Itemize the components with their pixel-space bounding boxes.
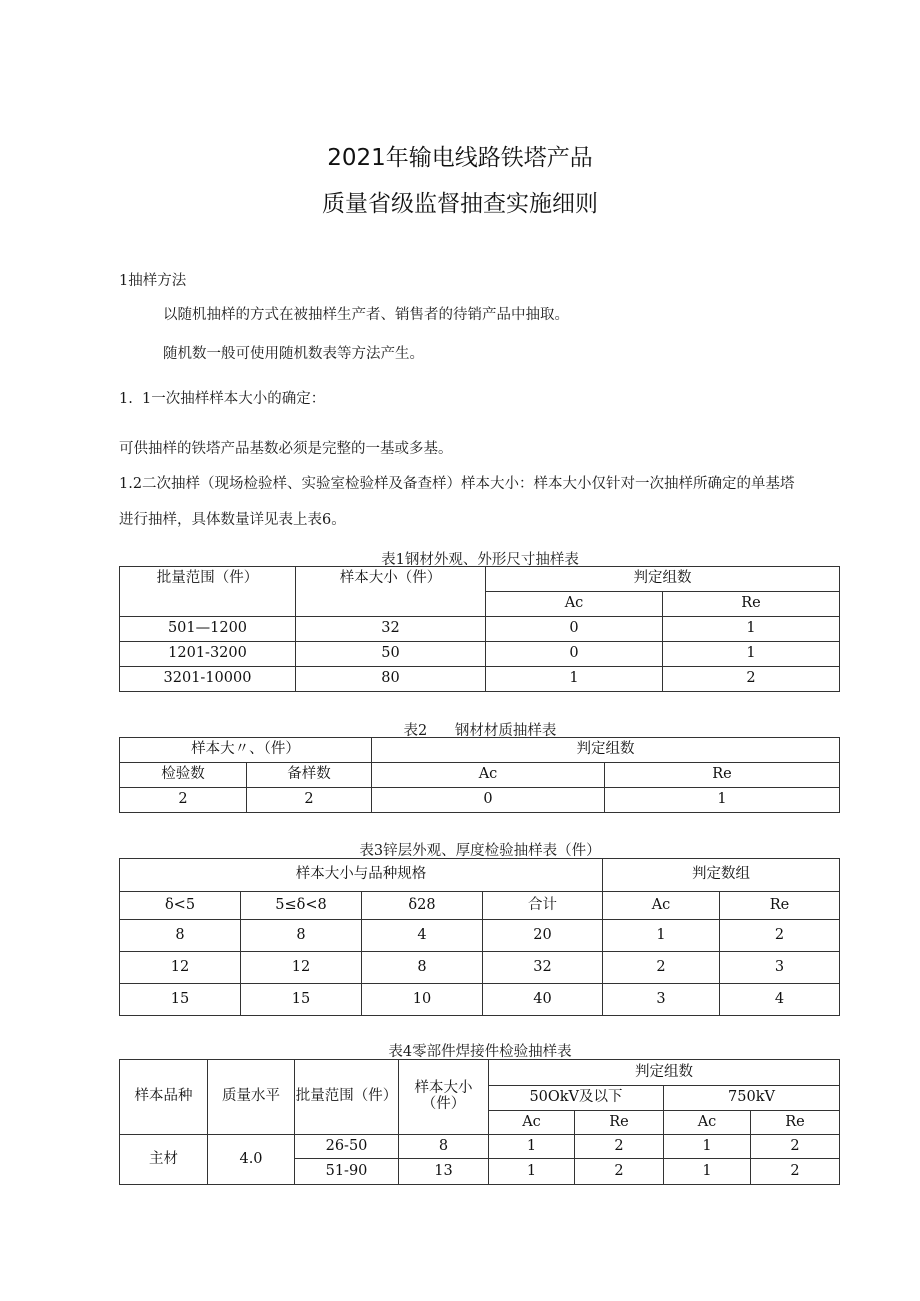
table-1-cell: 501—1200 [120, 617, 296, 642]
table-1-header-re: Re [663, 592, 840, 617]
table-4-header-judge: 判定组数 [489, 1060, 840, 1086]
table-3-cell: 15 [120, 984, 241, 1016]
table-4-header-sample: 样本大小（件） [399, 1060, 489, 1135]
table-3-header-d1: δ<5 [120, 892, 241, 920]
table-3-cell: 40 [483, 984, 603, 1016]
section-1-2-line-1: 1.2二次抽样（现场检验样、实验室检验样及备查样）样本大小：样本大小仅针对一次抽样所确定的单基塔 [119, 476, 795, 492]
table-1-cell: 1 [486, 667, 663, 692]
section-1-paragraph-2: 随机数一般可使用随机数表等方法产生。 [163, 346, 424, 362]
table-3-cell: 8 [241, 920, 362, 952]
table-4-header-batch: 批量范围（件） [295, 1060, 399, 1135]
table-1-cell: 1 [663, 617, 840, 642]
table-1-caption: 表1钢材外观、外形尺寸抽样表 [381, 552, 579, 568]
table-3-cell: 12 [120, 952, 241, 984]
table-3-cell: 10 [362, 984, 483, 1016]
table-3-cell: 2 [720, 920, 840, 952]
table-2-header-re: Re [605, 763, 840, 788]
table-4-header-750kv: 750kV [664, 1086, 840, 1111]
table-row [120, 952, 840, 984]
table-4-cell: 13 [399, 1159, 489, 1185]
table-3-header-ac: Ac [603, 892, 720, 920]
table-2-cell: 0 [372, 788, 605, 813]
table-3-cell: 12 [241, 952, 362, 984]
table-2-header-inspect: 检验数 [120, 763, 247, 788]
table-1-cell: 0 [486, 617, 663, 642]
table-4-cell: 1 [489, 1135, 575, 1159]
table-2-header-sample: 样本大〃、（件） [120, 738, 372, 763]
table-row [120, 667, 840, 692]
table-3-cell: 32 [483, 952, 603, 984]
table-4-header-quality: 质量水平 [208, 1060, 295, 1135]
table-1-cell: 2 [663, 667, 840, 692]
table-1-cell: 3201-10000 [120, 667, 296, 692]
table-4-cell: 2 [751, 1159, 840, 1185]
table-row [120, 920, 840, 952]
table-4-cell: 8 [399, 1135, 489, 1159]
table-3-caption: 表3锌层外观、厚度检验抽样表（件） [359, 843, 601, 859]
table-2-cell: 2 [247, 788, 372, 813]
table-4-header-ac-750: Ac [664, 1111, 751, 1135]
table-row [120, 1135, 840, 1159]
table-1-cell: 32 [296, 617, 486, 642]
table-2-header-ac: Ac [372, 763, 605, 788]
table-3-cell: 2 [603, 952, 720, 984]
table-3-header-d2: 5≤δ<8 [241, 892, 362, 920]
table-2-header-reserve: 备样数 [247, 763, 372, 788]
table-1-cell: 1 [663, 642, 840, 667]
table-3-cell: 8 [362, 952, 483, 984]
table-3-cell: 4 [362, 920, 483, 952]
table-1-header-sample: 样本大小（件） [296, 567, 486, 617]
table-4-cell: 51-90 [295, 1159, 399, 1185]
table-row [120, 984, 840, 1016]
table-3-header-re: Re [720, 892, 840, 920]
table-3 [119, 858, 840, 1016]
table-3-header-total: 合计 [483, 892, 603, 920]
table-1-cell: 80 [296, 667, 486, 692]
table-4-cell: 2 [575, 1135, 664, 1159]
section-1-1-heading: 1. 1一次抽样样本大小的确定： [119, 391, 326, 407]
table-4-cell: 26-50 [295, 1135, 399, 1159]
table-4-header-re-750: Re [751, 1111, 840, 1135]
table-3-cell: 1 [603, 920, 720, 952]
table-4-header-500kv: 50OkV及以下 [489, 1086, 664, 1111]
table-4-cell: 1 [664, 1159, 751, 1185]
table-2-cell: 1 [605, 788, 840, 813]
table-2-cell: 2 [120, 788, 247, 813]
table-1-header-ac: Ac [486, 592, 663, 617]
table-2 [119, 737, 840, 813]
section-1-2-line-2: 进行抽样，具体数量详见表上表6。 [119, 512, 346, 528]
table-3-header-judge: 判定数组 [603, 859, 840, 892]
table-1-header-batch: 批量范围（件） [120, 567, 296, 617]
table-4 [119, 1059, 840, 1185]
table-2-header-judge: 判定组数 [372, 738, 840, 763]
table-4-quality-cell: 4.0 [208, 1135, 295, 1185]
table-3-header-d3: δ28 [362, 892, 483, 920]
table-4-header-ac-500: Ac [489, 1111, 575, 1135]
section-1-heading: 1抽样方法 [119, 273, 187, 289]
table-1-cell: 0 [486, 642, 663, 667]
table-1 [119, 566, 840, 692]
table-4-header-re-500: Re [575, 1111, 664, 1135]
table-4-cell: 2 [751, 1135, 840, 1159]
table-3-cell: 3 [603, 984, 720, 1016]
table-row [120, 617, 840, 642]
table-1-cell: 50 [296, 642, 486, 667]
table-4-cell: 1 [664, 1135, 751, 1159]
table-1-cell: 1201-3200 [120, 642, 296, 667]
table-3-cell: 3 [720, 952, 840, 984]
table-4-caption: 表4零部件焊接件检验抽样表 [388, 1044, 572, 1060]
section-1-1-paragraph: 可供抽样的铁塔产品基数必须是完整的一基或多基。 [119, 441, 453, 457]
doc-title-line1: 2021年输电线路铁塔产品 [327, 145, 593, 171]
table-4-cell: 1 [489, 1159, 575, 1185]
table-3-cell: 4 [720, 984, 840, 1016]
table-1-header-judge: 判定组数 [486, 567, 840, 592]
table-4-cell: 2 [575, 1159, 664, 1185]
table-2-caption: 表2 钢材材质抽样表 [403, 723, 557, 739]
table-3-cell: 20 [483, 920, 603, 952]
table-row [120, 788, 840, 813]
section-1-paragraph-1: 以随机抽样的方式在被抽样生产者、销售者的待销产品中抽取。 [163, 307, 569, 323]
table-3-cell: 15 [241, 984, 362, 1016]
table-4-header-kind: 样本品种 [120, 1060, 208, 1135]
table-3-header-sample-spec: 样本大小与品种规格 [120, 859, 603, 892]
doc-title-line2: 质量省级监督抽查实施细则 [322, 191, 598, 217]
table-3-cell: 8 [120, 920, 241, 952]
table-4-kind-cell: 主材 [120, 1135, 208, 1185]
table-row [120, 642, 840, 667]
